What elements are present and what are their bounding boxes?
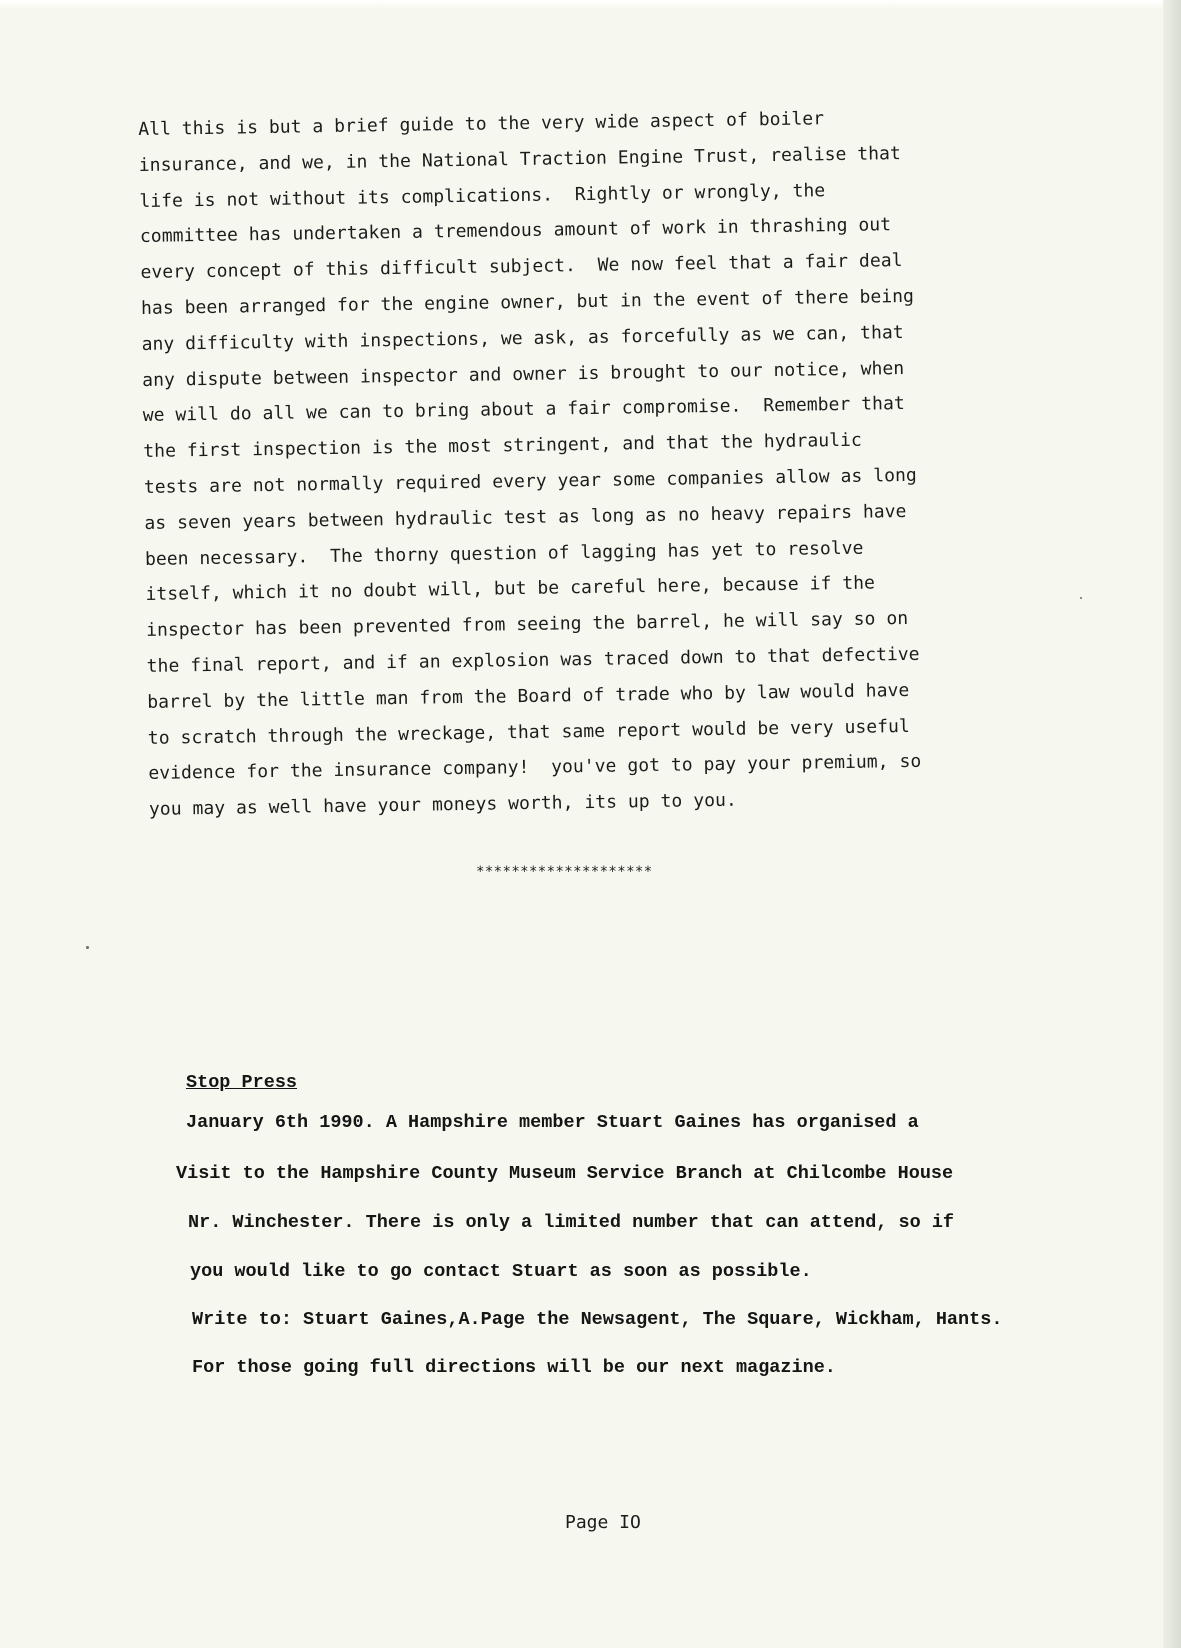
stop-press-line: Write to: Stuart Gaines,A.Page the Newsagent, The Square, Wickham, Hants. (192, 1309, 1003, 1330)
body-line: to scratch through the wreckage, that same report would be very useful (147, 715, 910, 749)
body-line: All this is but a brief guide to the very wide aspect of boiler (138, 108, 825, 140)
body-line: tests are not normally required every year some companies allow as long (143, 464, 917, 498)
paper-speck (1080, 597, 1082, 599)
body-line: itself, which it no doubt will, but be careful here, because if the (145, 572, 876, 606)
section-separator: ******************** (476, 864, 653, 880)
body-line: the final report, and if an explosion was traced down to that defective (146, 643, 920, 677)
stop-press-line: January 6th 1990. A Hampshire member Stuart Gaines has organised a (186, 1112, 919, 1133)
body-line: barrel by the little man from the Board of trade who by law would have (147, 679, 910, 713)
body-line: as seven years between hydraulic test as long as no heavy repairs have (144, 500, 907, 534)
body-paragraph (138, 98, 1049, 828)
body-line: evidence for the insurance company! you've got to pay your premium, so (148, 751, 922, 785)
body-line: any dispute between inspector and owner is brought to our notice, when (142, 357, 905, 391)
stop-press-line: For those going full directions will be our next magazine. (192, 1357, 836, 1378)
body-line: life is not without its complications. Rightly or wrongly, the (139, 179, 826, 212)
body-line: insurance, and we, in the National Traction Engine Trust, realise that (138, 142, 902, 176)
body-line: we will do all we can to bring about a fair compromise. Remember that (142, 393, 905, 427)
paper-speck (86, 946, 89, 949)
stop-press-line: Visit to the Hampshire County Museum Service Branch at Chilcombe House (176, 1163, 954, 1184)
stop-press-line: you would like to go contact Stuart as soon as possible. (190, 1261, 812, 1282)
body-line: been necessary. The thorny question of lagging has yet to resolve (144, 537, 864, 570)
body-line: committee has undertaken a tremendous amount of work in thrashing out (139, 214, 892, 248)
body-line: you may as well have your moneys worth, its up to you. (148, 789, 737, 821)
page-top-edge (0, 0, 1181, 10)
body-line: has been arranged for the engine owner, but in the event of there being (140, 285, 915, 319)
page-number: Page IO (565, 1512, 641, 1533)
page-edge-shadow (1163, 0, 1181, 1648)
body-line: inspector has been prevented from seeing the barrel, he will say so on (145, 608, 909, 642)
body-line: the first inspection is the most stringent, and that the hydraulic (143, 429, 862, 463)
body-line: any difficulty with inspections, we ask, as forcefully as we can, that (141, 321, 904, 355)
stop-press-title: Stop Press (186, 1072, 298, 1093)
body-line: every concept of this difficult subject. We now feel that a fair deal (140, 250, 903, 284)
stop-press-line: Nr. Winchester. There is only a limited number that can attend, so if (188, 1212, 955, 1233)
